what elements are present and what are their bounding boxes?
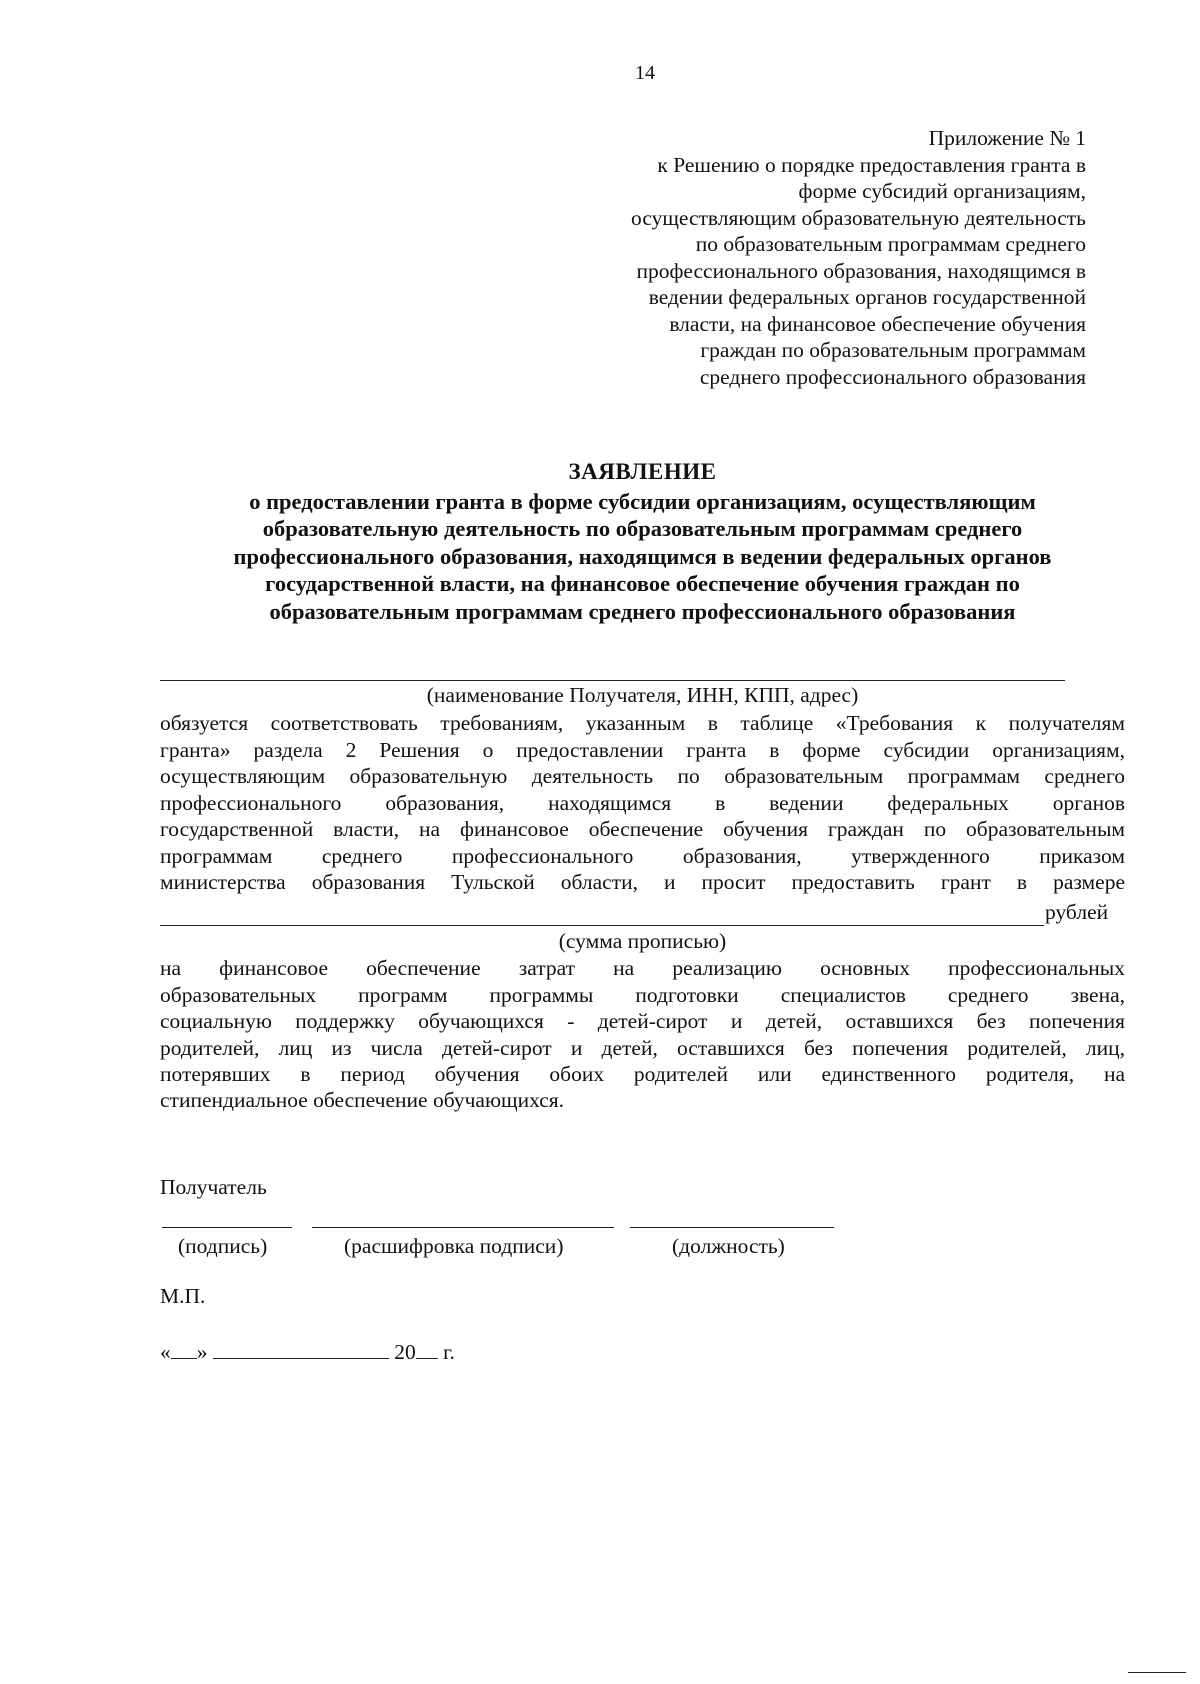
open-quote: «	[160, 1340, 171, 1364]
paragraph-line: образовательных программ программы подготовки специалистов среднего звена,	[160, 982, 1125, 1007]
appendix-line: Приложение № 1	[928, 126, 1086, 150]
signature-field[interactable]	[162, 1227, 292, 1228]
stamp-label: М.П.	[160, 1284, 206, 1308]
date-line	[160, 1340, 455, 1365]
appendix-line: по образовательным программам среднего	[695, 232, 1086, 256]
close-quote: »	[196, 1340, 208, 1364]
paragraph-line: обязуется соответствовать требованиям, указанным в таблице «Требования к получателям	[160, 711, 1125, 735]
appendix-line: профессионального образования, находящимся в	[636, 258, 1086, 283]
paragraph-line: министерства образования Тульской области, и просит предоставить грант в размере	[160, 870, 1125, 894]
heading-line: профессионального образования, находящимся в ведении федеральных органов	[233, 543, 1052, 569]
document-title: ЗАЯВЛЕНИЕ	[568, 459, 717, 484]
transcript-caption: (расшифровка подписи)	[344, 1234, 564, 1258]
purpose-paragraph	[160, 955, 1125, 1088]
appendix-line: власти, на финансовое обеспечение обучения	[669, 311, 1086, 336]
position-caption: (должность)	[672, 1234, 785, 1258]
recipient-label: Получатель	[160, 1175, 267, 1199]
currency-label: рублей	[1045, 900, 1109, 924]
heading-line: образовательным программам среднего профессионального образования	[269, 598, 1016, 624]
appendix-line: форме субсидий организациям,	[798, 179, 1086, 203]
page-number: 14	[635, 62, 655, 84]
heading-line: государственной власти, на финансовое обеспечение обучения граждан по	[265, 571, 1020, 596]
footer-mark	[1128, 1672, 1186, 1673]
obligation-paragraph	[160, 710, 1125, 896]
grant-amount-field[interactable]	[160, 925, 1044, 926]
appendix-line: граждан по образовательным программам	[700, 338, 1086, 362]
paragraph-last-line: стипендиальное обеспечение обучающихся.	[160, 1088, 565, 1112]
signature-caption: (подпись)	[178, 1234, 268, 1258]
paragraph-line: социальную поддержку обучающихся - детей-сирот и детей, оставшихся без попечения	[160, 1009, 1125, 1033]
paragraph-line: осуществляющим образовательную деятельность по образовательным программам среднего	[160, 764, 1125, 788]
day-field[interactable]	[171, 1340, 197, 1359]
year-suffix: г.	[443, 1340, 455, 1364]
recipient-caption: (наименование Получателя, ИНН, КПП, адрес)	[426, 683, 859, 707]
appendix-line: осуществляющим образовательную деятельность	[631, 205, 1086, 230]
heading-line: образовательную деятельность по образовательным программам среднего	[262, 516, 1023, 541]
paragraph-line: гранта» раздела 2 Решения о предоставлении гранта в форме субсидии организациям,	[160, 737, 1125, 762]
appendix-line: среднего профессионального образования	[699, 364, 1086, 389]
paragraph-line: родителей, лиц из числа детей-сирот и детей, оставшихся без попечения родителей, лиц,	[160, 1035, 1125, 1060]
appendix-reference	[526, 125, 1086, 390]
paragraph-line: профессионального образования, находящимся в ведении федеральных органов	[160, 790, 1125, 815]
document-heading	[160, 458, 1125, 625]
heading-line: о предоставлении гранта в форме субсидии организациям, осуществляющим	[249, 488, 1036, 514]
position-field[interactable]	[630, 1227, 834, 1228]
appendix-line: к Решению о порядке предоставления гранта в	[657, 152, 1086, 177]
paragraph-line: на финансовое обеспечение затрат на реализацию основных профессиональных	[160, 956, 1125, 980]
signature-transcript-field[interactable]	[312, 1227, 614, 1228]
paragraph-line: потерявших в период обучения обоих родителей или единственного родителя, на	[160, 1062, 1125, 1086]
paragraph-line: государственной власти, на финансовое обеспечение обучения граждан по образовательным	[160, 817, 1125, 841]
year-field[interactable]	[416, 1340, 438, 1359]
month-field[interactable]	[213, 1340, 389, 1359]
amount-caption: (сумма прописью)	[558, 929, 727, 953]
recipient-name-field[interactable]	[160, 680, 1065, 681]
paragraph-line: программам среднего профессионального образования, утвержденного приказом	[160, 843, 1125, 868]
year-prefix: 20	[394, 1340, 416, 1364]
appendix-line: ведении федеральных органов государственной	[648, 285, 1086, 309]
